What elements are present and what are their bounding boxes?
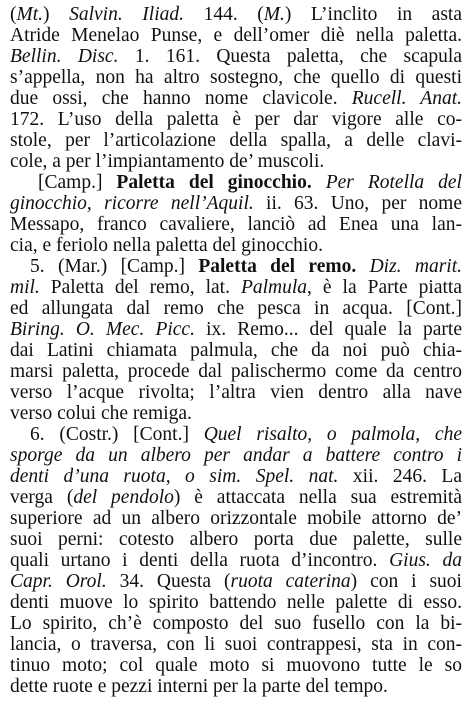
text-line: Capr. Orol. 34. Questa (ruota caterina) con i suoi <box>10 571 462 592</box>
text-line: (Mt.) Salvin. Iliad. 144. (M.) L’inclito in asta <box>10 4 462 25</box>
text-line: 5. (Mar.) [Camp.] Paletta del remo. Diz. marit. <box>30 256 462 277</box>
text-line: ginocchio, ricorre nell’Aquil. ii. 63. Uno, per nome <box>10 193 462 214</box>
text-line: 172. L’uso della paletta è per dar vigore alle co- <box>10 109 462 130</box>
text-line: verso l’acque rivolta; l’altra vien dentro alla nave <box>10 382 462 403</box>
text-line: superiore ad un albero orizzontale mobile attorno de’ <box>10 508 462 529</box>
text-line: dai Latini chiamata palmula, che da noi può chia- <box>10 340 462 361</box>
text-line: denti muove lo spirito battendo nelle palette di esso. <box>10 592 462 613</box>
text-line: [Camp.] Paletta del ginocchio. Per Rotella del <box>38 172 462 193</box>
text-line: cia, e feriolo nella paletta del ginocchio. <box>10 235 323 256</box>
text-line: Atride Menelao Punse, e dell’omer diè nella paletta. <box>10 25 462 46</box>
text-line: Biring. O. Mec. Picc. ix. Remo... del quale la parte <box>10 319 462 340</box>
text-line: due ossi, che hanno nome clavicole. Rucell. Anat. <box>10 88 462 109</box>
text-line: sporge da un albero per andar a battere contro i <box>10 445 462 466</box>
text-line: Bellin. Disc. 1. 161. Questa paletta, che scapula <box>10 46 462 67</box>
text-line: Messapo, franco cavaliere, lanciò ad Enea una lan- <box>10 214 462 235</box>
text-line: ed allungata dal remo che pesca in acqua. [Cont.] <box>10 298 462 319</box>
text-line: quali urtano i denti della ruota d’incontro. Gius. da <box>10 550 462 571</box>
text-line: 6. (Costr.) [Cont.] Quel risalto, o palmola, che <box>30 424 462 445</box>
text-line: suoi perni: cotesto albero porta due palette, sulle <box>10 529 462 550</box>
text-line: cole, a per l’impiantamento de’ muscoli. <box>10 151 325 172</box>
text-line: lancia, o traversa, con li suoi contrappesi, sta in con- <box>10 634 462 655</box>
text-line: s’appella, non ha altro sostegno, che quello di questi <box>10 67 462 88</box>
text-line: stole, per l’articolazione della spalla, a delle clavi- <box>10 130 462 151</box>
text-line: verga (del pendolo) è attaccata nella sua estremità <box>10 487 462 508</box>
text-line: verso colui che remiga. <box>10 403 192 424</box>
text-line: mil. Paletta del remo, lat. Palmula, è la Parte piatta <box>10 277 462 298</box>
text-line: denti d’una ruota, o sim. Spel. nat. xii. 246. La <box>10 466 462 487</box>
text-line: Lo spirito, ch’è composto del suo fusello con la bi- <box>10 613 462 634</box>
text-line: dette ruote e pezzi interni per la parte del tempo. <box>10 676 388 697</box>
text-line: marsi paletta, procede dal palischermo come da centro <box>10 361 462 382</box>
text-line: tinuo moto; col quale moto si muovono tutte le so <box>10 655 462 676</box>
